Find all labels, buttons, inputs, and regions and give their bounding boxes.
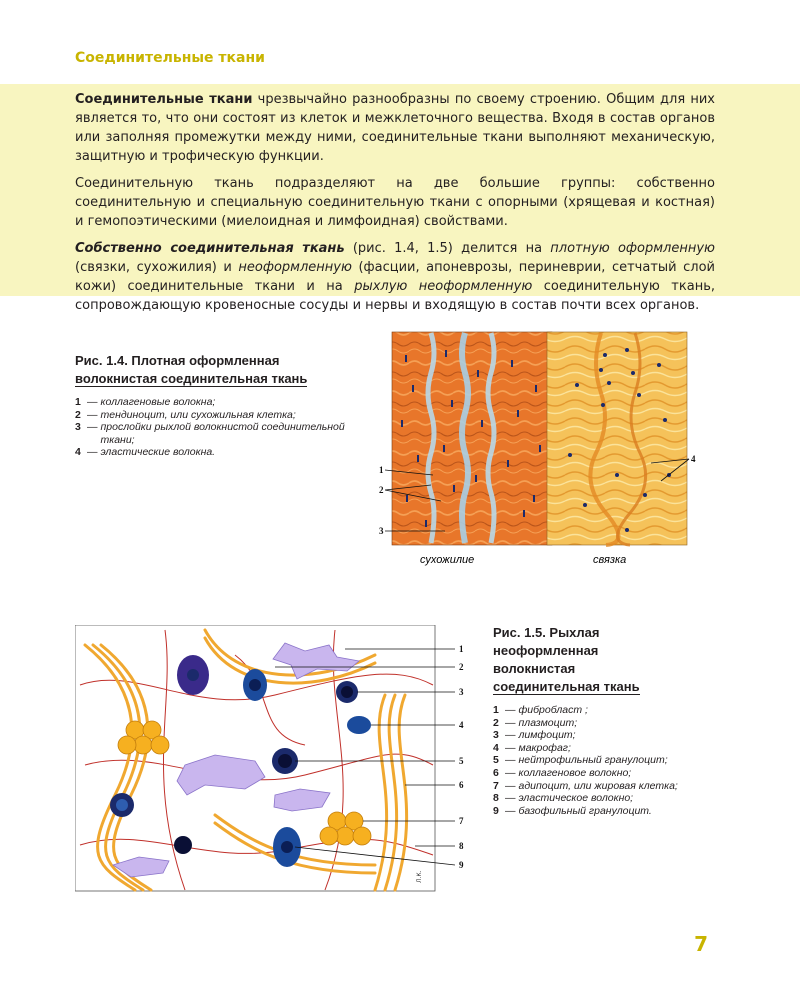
legend-item — [75, 421, 365, 446]
legend-item — [493, 704, 783, 717]
legend-dash: — — [505, 716, 516, 729]
legend-dash: — — [505, 779, 516, 792]
legend-dash: — — [87, 396, 98, 408]
legend-number: 6 — [493, 766, 499, 779]
intro-paragraph-3 — [75, 239, 715, 315]
legend-text: нейтрофильный гранулоцит; — [518, 754, 668, 767]
tendon-panel — [392, 332, 552, 545]
legend-number: 2 — [493, 716, 499, 729]
fig15-title-line3: волокнистая — [493, 661, 576, 676]
fig14-illustration — [365, 325, 705, 575]
legend-text: макрофаг; — [518, 741, 571, 754]
fig14-label-2: 2 — [379, 485, 384, 495]
legend-number: 1 — [493, 704, 499, 716]
fig15-label-2: 2 — [459, 662, 464, 672]
term-dense-regular: плотную оформленную — [550, 241, 715, 256]
fig14-label-4: 4 — [691, 454, 696, 464]
legend-text: адипоцит, или жировая клетка; — [518, 779, 678, 792]
legend-dash: — — [87, 421, 98, 434]
legend-dash: — — [505, 766, 516, 779]
legend-dash: — — [87, 446, 98, 459]
fig15-label-4: 4 — [459, 720, 464, 730]
fig15-title-line2: неоформленная — [493, 643, 599, 658]
fig15-title-line1: Рис. 1.5. Рыхлая — [493, 625, 600, 640]
legend-number: 4 — [75, 446, 81, 459]
fig14-legend — [75, 396, 365, 459]
intro-p3-text-d: (связки, сухожилия) и — [75, 260, 239, 275]
legend-dash: — — [87, 408, 98, 421]
term-irregular: неоформленную — [238, 260, 352, 275]
legend-number: 3 — [493, 729, 499, 742]
legend-text: плазмоцит; — [518, 716, 578, 729]
fig15-label-3: 3 — [459, 687, 464, 697]
section-title: Соединительные ткани — [75, 50, 265, 66]
legend-dash: — — [505, 741, 516, 754]
legend-text: прослойки рыхлой волокнистой соединительной ткани; — [100, 421, 345, 446]
legend-item — [493, 729, 783, 742]
fig15-title-line4: соединительная ткань — [493, 679, 640, 694]
legend-item — [493, 792, 783, 805]
intro-paragraph-1 — [75, 90, 715, 166]
intro-p1-text: чрезвычайно разнообразны по своему строению. Общим для них является то, что они состоят из клеток и межклеточного вещества. Входя в состав органов или заполняя промежутки между ними, соединительные ткани выполняют механическую, защитную и трофическую функции. — [75, 92, 715, 164]
legend-dash: — — [505, 792, 516, 805]
fig15-labels — [459, 644, 464, 870]
legend-item — [493, 805, 783, 818]
legend-item — [75, 396, 365, 409]
fig15-label-1: 1 — [459, 644, 464, 654]
intro-p3-text-b: (рис. 1.4, 1.5) делится на — [344, 241, 551, 256]
legend-text: коллагеновое волокно; — [518, 766, 632, 779]
legend-item — [493, 717, 783, 730]
fig14-title-line2: волокнистая соединительная ткань — [75, 371, 308, 386]
legend-text: лимфоцит; — [518, 729, 576, 742]
intro-box — [0, 84, 800, 313]
legend-number: 5 — [493, 754, 499, 767]
fig15-label-8: 8 — [459, 841, 464, 851]
fig14-title — [75, 352, 365, 388]
legend-number: 4 — [493, 741, 499, 754]
legend-item — [75, 409, 365, 422]
legend-item — [493, 780, 783, 793]
fig14-label-1: 1 — [379, 465, 384, 475]
legend-text: коллагеновые волокна; — [100, 396, 216, 408]
fig14-caption-block — [75, 352, 365, 459]
term-connective-tissues: Соединительные ткани — [75, 92, 253, 107]
legend-text: эластические волокна. — [100, 446, 216, 459]
term-loose-irregular: рыхлую неоформленную — [354, 279, 533, 294]
caption-tendon: сухожилие — [420, 554, 475, 566]
legend-number: 3 — [75, 421, 81, 434]
artist-signature: Л.К. — [416, 870, 423, 883]
fig15-illustration — [75, 625, 475, 895]
legend-item — [493, 767, 783, 780]
legend-number: 8 — [493, 792, 499, 805]
legend-dash: — — [505, 804, 516, 817]
fig15-caption-block — [493, 624, 783, 817]
legend-number: 1 — [75, 396, 81, 408]
legend-dash: — — [505, 754, 516, 767]
fig15-title — [493, 624, 783, 696]
fig14-title-line1: Рис. 1.4. Плотная оформленная — [75, 353, 280, 368]
legend-text: тендиноцит, или сухожильная клетка; — [100, 408, 296, 421]
legend-item — [493, 754, 783, 767]
legend-dash: — — [505, 704, 516, 716]
fig14-label-3: 3 — [379, 526, 384, 536]
page-number: 7 — [694, 932, 708, 956]
legend-text: базофильный гранулоцит. — [518, 804, 652, 817]
term-proper-connective: Собственно соединительная ткань — [75, 241, 345, 256]
ligament-panel — [547, 332, 687, 545]
legend-number: 2 — [75, 408, 81, 421]
legend-text: эластическое волокно; — [518, 792, 634, 805]
fig15-label-6: 6 — [459, 780, 464, 790]
fig15-label-7: 7 — [459, 816, 464, 826]
intro-p3-text-h: соединительную ткань, сопровождающую кровеносные сосуды и нервы и входящую в состав почти всех органов. — [75, 279, 715, 313]
fig15-label-9: 9 — [459, 860, 464, 870]
caption-ligament: связка — [593, 554, 627, 566]
intro-p3-text-f: (фасции, апоневрозы, периневрии, сетчатый слой кожи) соединительные ткани и на — [75, 260, 715, 294]
legend-dash: — — [505, 729, 516, 742]
legend-item — [493, 742, 783, 755]
intro-paragraph-2: Соединительную ткань подразделяют на две большие группы: собственно соединительную и специальную соединительную ткани с опорными (хрящевая и костная) и гемопоэтическими (миелоидная и лимфоидная) свойствами. — [75, 176, 715, 229]
legend-number: 7 — [493, 779, 499, 792]
legend-number: 9 — [493, 804, 499, 817]
legend-item — [75, 446, 365, 459]
legend-text: фибробласт ; — [518, 704, 588, 716]
fig15-label-5: 5 — [459, 756, 464, 766]
fig15-legend — [493, 704, 783, 817]
